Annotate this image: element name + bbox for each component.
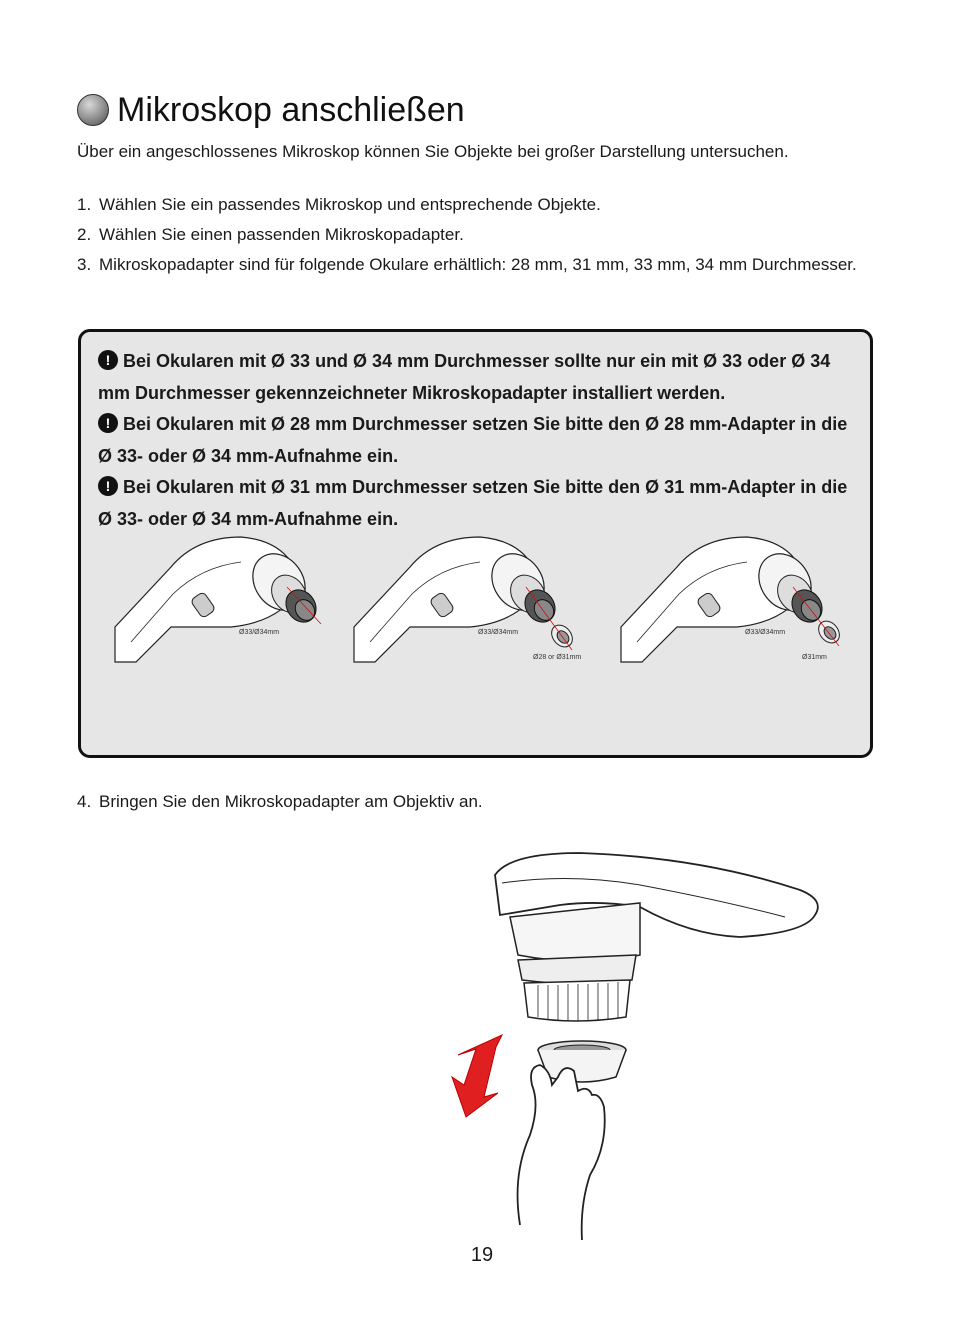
warning-icon: !	[98, 413, 118, 433]
list-item: 2. Wählen Sie einen passenden Mikroskopadapter.	[77, 225, 464, 244]
adapter-figure-2	[350, 532, 590, 667]
diameter-label: Ø33/Ø34mm	[239, 629, 280, 636]
notice-item: ! Bei Okularen mit Ø 33 und Ø 34 mm Durchmesser sollte nur ein mit Ø 33 oder Ø 34 mm Durchmesser gekennzeichneter Mikroskopadapter installiert werden.	[98, 351, 831, 403]
notice-item: ! Bei Okularen mit Ø 28 mm Durchmesser setzen Sie bitte den Ø 28 mm-Adapter in die Ø 33- oder Ø 34 mm-Aufnahme ein.	[98, 414, 848, 466]
list-item: 3. Mikroskopadapter sind für folgende Okulare erhältlich: 28 mm, 31 mm, 33 mm, 34 mm Durchmesser.	[77, 255, 857, 274]
step-4: 4. Bringen Sie den Mikroskopadapter am Objektiv an.	[77, 792, 483, 811]
microscope-adapter-illustration	[350, 532, 590, 667]
microscope-adapter-illustration	[617, 532, 857, 667]
insert-label: Ø28 or Ø31mm	[533, 654, 582, 661]
insert-label: Ø31mm	[802, 654, 827, 661]
page-title: Mikroskop anschließen	[117, 90, 465, 129]
microscope-adapter-illustration	[111, 532, 351, 667]
intro-text: Über ein angeschlossenes Mikroskop können Sie Objekte bei großer Darstellung untersuchen.	[77, 142, 789, 161]
attach-adapter-illustration	[440, 845, 840, 1245]
notice-list	[98, 346, 858, 535]
warning-icon: !	[98, 350, 118, 370]
adapter-figure-3	[617, 532, 857, 667]
adapter-figure-1	[111, 532, 351, 667]
notice-item: ! Bei Okularen mit Ø 31 mm Durchmesser setzen Sie bitte den Ø 31 mm-Adapter in die Ø 33- oder Ø 34 mm-Aufnahme ein.	[98, 477, 848, 529]
notice-box	[78, 329, 873, 758]
steps-list	[77, 194, 857, 284]
diameter-label: Ø33/Ø34mm	[478, 629, 519, 636]
diameter-label: Ø33/Ø34mm	[745, 629, 786, 636]
list-item: 1. Wählen Sie ein passendes Mikroskop und entsprechende Objekte.	[77, 195, 601, 214]
warning-icon: !	[98, 476, 118, 496]
page-number: 19	[470, 1244, 494, 1266]
heading	[77, 88, 465, 132]
adapter-figures	[105, 532, 865, 667]
heading-bullet-icon	[77, 94, 109, 126]
